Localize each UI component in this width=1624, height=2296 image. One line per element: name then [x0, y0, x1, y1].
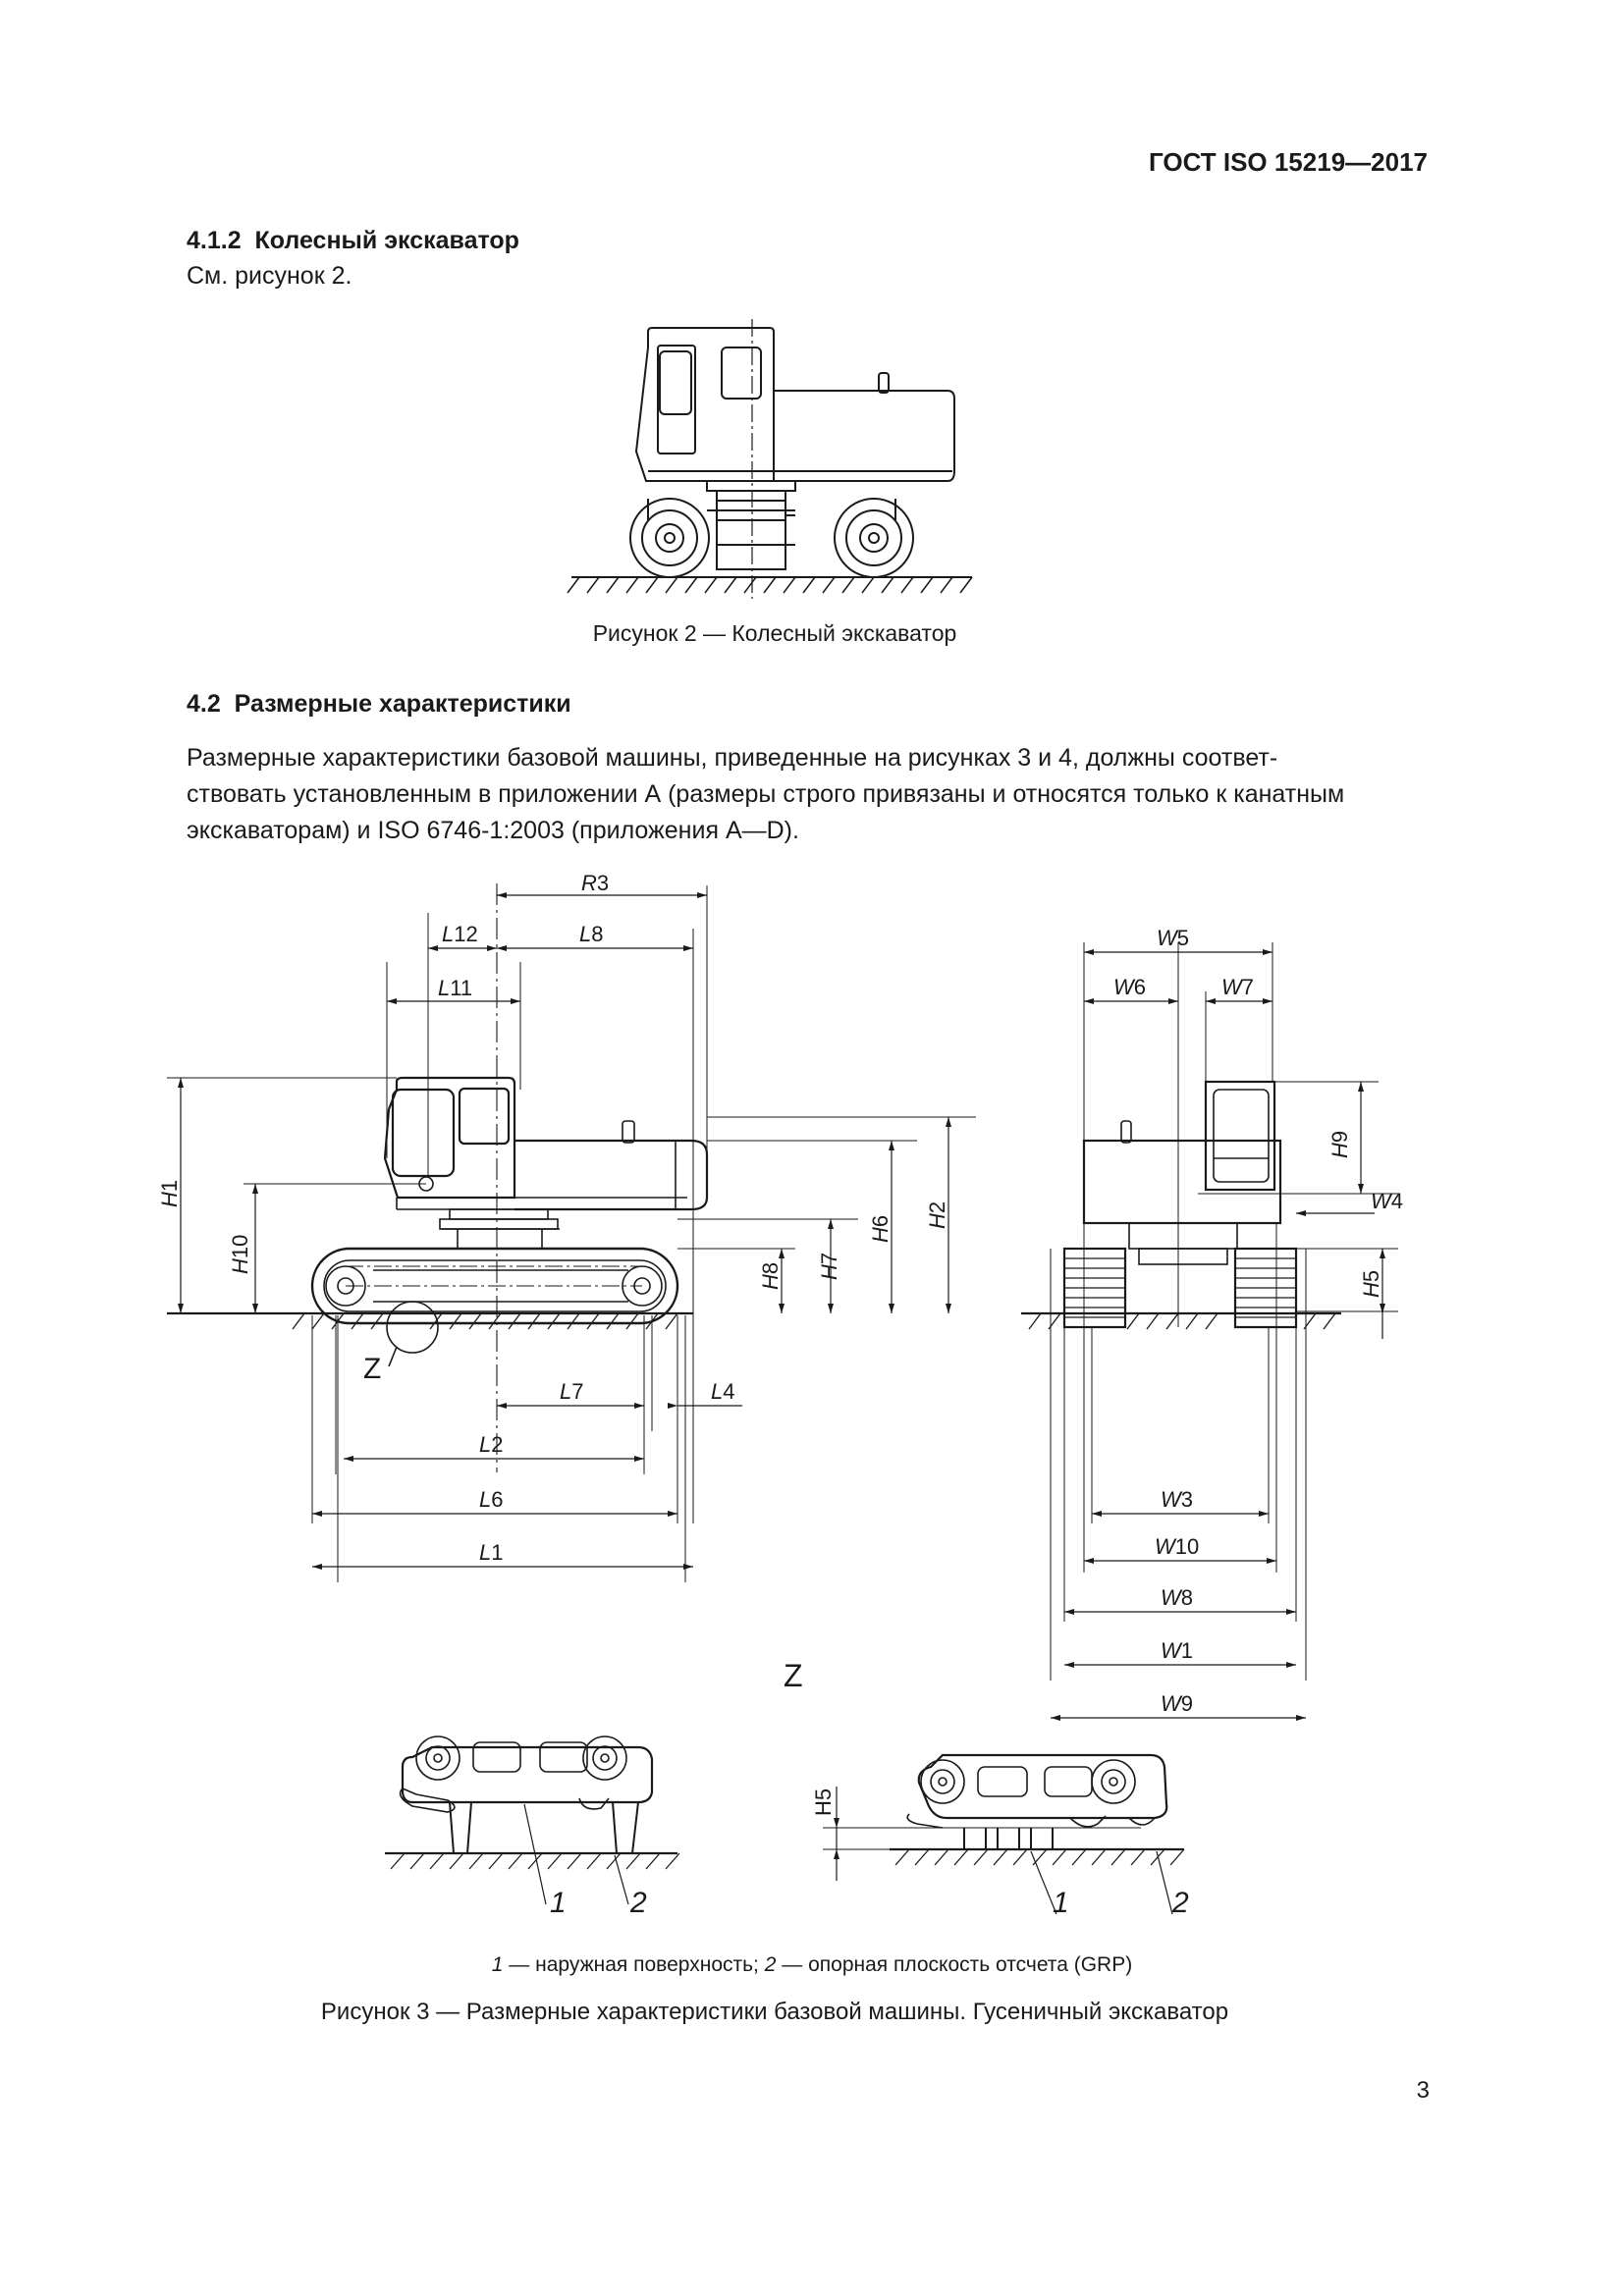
cab-side-window: [722, 347, 761, 399]
label-h9: H9: [1327, 1130, 1352, 1158]
section-number: 4.1.2: [187, 227, 242, 254]
label-w1: W1: [1161, 1638, 1194, 1663]
label-l7: L7: [560, 1379, 584, 1404]
label-w9: W9: [1161, 1691, 1194, 1716]
detail-z-marker: [387, 1302, 438, 1353]
detail-left-label-2: 2: [630, 1887, 647, 1919]
cab-window: [660, 351, 691, 414]
section-paragraph: [187, 740, 1431, 849]
label-h10: H10: [228, 1234, 252, 1274]
label-h6: H6: [868, 1214, 893, 1243]
label-w8: W8: [1161, 1585, 1194, 1610]
paragraph-line-2: ствовать установленным в приложении А (размеры строго привязаны и относятся только к канатным: [187, 780, 1345, 808]
section-title: Размерные характеристики: [234, 690, 571, 718]
label-l8: L8: [579, 922, 604, 946]
page-number: 3: [1416, 2077, 1430, 2104]
dimension-arrowheads: [178, 892, 951, 1570]
figure-3-legend: [0, 1953, 1624, 1977]
label-l1: L1: [479, 1540, 504, 1565]
label-r3: R3: [581, 871, 610, 895]
detail-label-h5: H5: [811, 1788, 836, 1816]
figure-reference: См. рисунок 2.: [187, 262, 352, 290]
detail-right-label-1: 1: [1053, 1887, 1069, 1919]
label-h8: H8: [758, 1261, 783, 1290]
cab-door: [658, 346, 695, 454]
side-cab-side-window: [460, 1089, 509, 1144]
label-l11: L11: [438, 976, 473, 1000]
detail-z-title: Z: [784, 1658, 803, 1693]
figure-2-wheeled-excavator: [560, 314, 982, 609]
figure-2-caption: Рисунок 2 — Колесный экскаватор: [592, 620, 957, 646]
front-wheel: [630, 499, 709, 577]
label-w10: W10: [1155, 1534, 1200, 1559]
side-cab-window: [393, 1090, 454, 1176]
label-l2: L2: [479, 1432, 504, 1457]
paragraph-line-3: экскаваторам) и ISO 6746-1:2003 (приложения A—D).: [187, 817, 799, 844]
label-l4: L4: [711, 1379, 735, 1404]
figure-3-caption: Рисунок 3 — Размерные характеристики базовой машины. Гусеничный экскаватор: [320, 1999, 1229, 2025]
front-view: [1021, 942, 1398, 1721]
label-w4: W4: [1371, 1189, 1404, 1213]
slew-ring: [707, 481, 795, 491]
detail-z-right: [823, 1755, 1184, 1914]
section-number: 4.2: [187, 690, 221, 718]
label-h5: H5: [1359, 1269, 1383, 1298]
detail-left-label-1: 1: [550, 1887, 567, 1919]
ground-hatching: [568, 577, 972, 593]
label-w5: W5: [1157, 926, 1190, 950]
rear-wheel: [835, 499, 913, 577]
engine-housing: [774, 391, 954, 481]
section-heading-4-2: [187, 690, 571, 719]
label-h2: H2: [925, 1201, 949, 1229]
legend-number-1: 1: [491, 1953, 504, 1976]
label-l6: L6: [479, 1487, 504, 1512]
detail-right-label-2: 2: [1172, 1887, 1189, 1919]
label-z-marker: Z: [363, 1353, 382, 1385]
section-title: Колесный экскаватор: [254, 227, 519, 254]
detail-z-left: [385, 1736, 679, 1904]
legend-text-1: — наружная поверхность;: [503, 1953, 765, 1976]
section-heading-4-1-2: [187, 227, 519, 255]
label-w6: W6: [1113, 975, 1147, 999]
figure-3-crawler-excavator-dimensions: [0, 864, 1624, 1983]
document-id: ГОСТ ISO 15219—2017: [1148, 147, 1428, 177]
label-h7: H7: [817, 1252, 841, 1280]
side-cab: [385, 1078, 514, 1198]
label-h1: H1: [157, 1179, 182, 1207]
side-view: [167, 883, 976, 1582]
label-w3: W3: [1161, 1487, 1194, 1512]
legend-number-2: 2: [764, 1953, 777, 1976]
label-l12: L12: [442, 922, 478, 946]
label-w7: W7: [1221, 975, 1255, 999]
paragraph-line-1: Размерные характеристики базовой машины, приведенные на рисунках 3 и 4, должны соответ-: [187, 744, 1278, 772]
side-engine-housing: [514, 1141, 707, 1209]
legend-text-2: — опорная плоскость отсчета (GRP): [776, 1953, 1133, 1976]
front-cab: [1206, 1082, 1274, 1190]
